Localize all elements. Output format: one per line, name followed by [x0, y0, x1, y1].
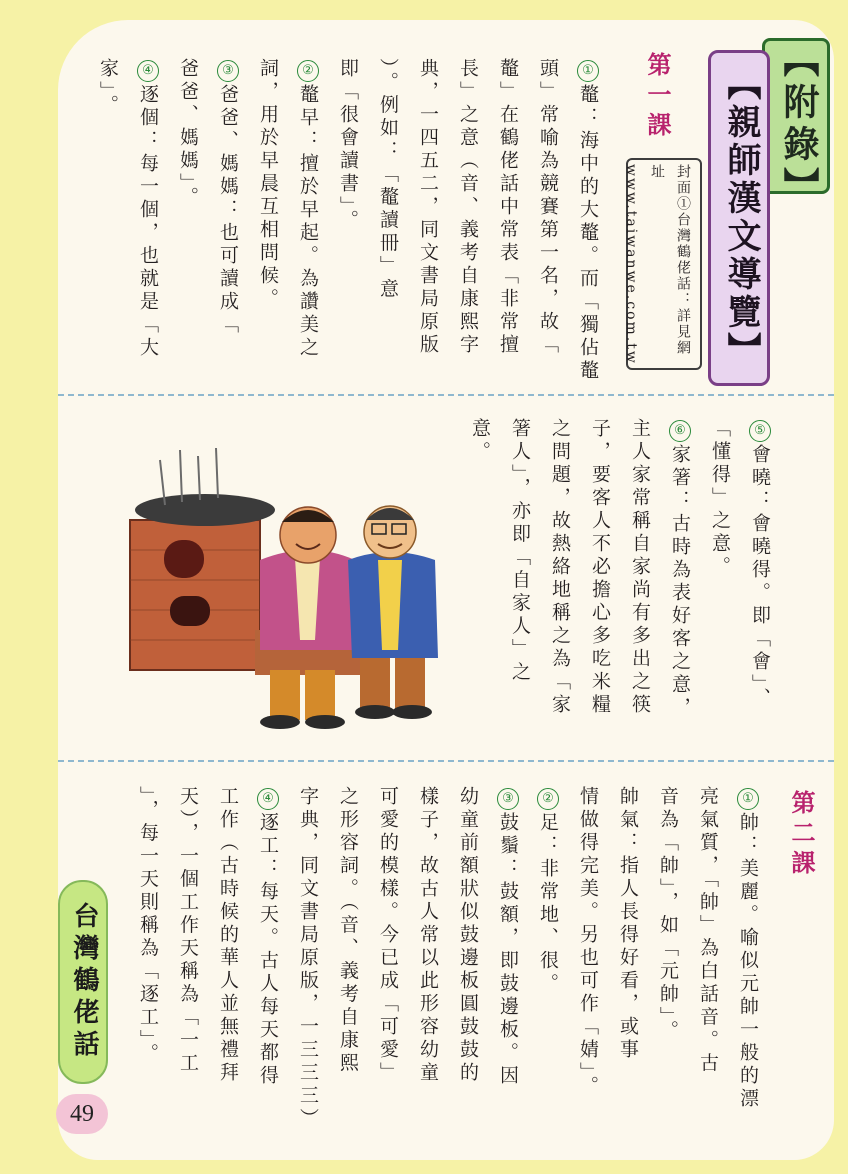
text-column: 長」之意（音、義考自康熙字 [457, 58, 479, 357]
text-column: ③鼓鬚：鼓額，即鼓邊板。因 [488, 786, 528, 1088]
text-column: 天），一個工作天稱為「一工 [177, 786, 199, 1076]
text-column: 字典，同文書局原版，一三三三） [297, 786, 319, 1131]
text-column: 」，每一天則稱為「逐工」。 [137, 786, 159, 1066]
text-column: 情做得完美。另也可作「婧」。 [577, 786, 599, 1099]
text-column: ③爸爸、媽媽：也可讀成「 [208, 58, 248, 337]
text-column: ②足：非常地、很。 [528, 786, 568, 996]
text-column: ①帥：美麗。喻似元帥一般的漂 [728, 786, 768, 1111]
text-column: 鼇」在鶴佬話中常表「非常擅 [497, 58, 519, 357]
text-column: ⑥家箸：古時為表好客之意， [660, 418, 700, 720]
appendix-title: 【附錄】 [762, 38, 830, 194]
text-column: 典，一四五二，同文書局原版 [417, 58, 439, 357]
text-column: ④逐個：每一個，也就是「大 [128, 58, 168, 360]
text-column: 箸人」，亦即「自家人」之 [509, 418, 531, 685]
text-column: 爸爸、媽媽」。 [177, 58, 199, 210]
lesson-1-title: 第一課 [643, 52, 672, 142]
book-side-title: 台灣鶴佬話 [58, 880, 108, 1084]
text-column: ）。例如：「鼇讀冊」意 [377, 58, 399, 302]
text-column: 頭」常喻為競賽第一名，故「 [537, 58, 559, 357]
text-column: 即「很會讀書」。 [337, 58, 359, 233]
text-column: 意。 [469, 418, 491, 464]
text-column: 詞，用於早晨互相問候。 [257, 58, 279, 311]
text-column: 樣子，故古人常以此形容幼童 [417, 786, 439, 1085]
text-column: 工作（古時候的華人並無禮拜 [217, 786, 239, 1085]
text-column: ⑤會曉：會曉得。即「會」、 [740, 418, 780, 711]
page-number: 49 [56, 1094, 108, 1134]
text-column: 音為「帥」，如「元帥」。 [657, 786, 679, 1043]
text-column: 主人家常稱自家尚有多出之筷 [629, 418, 651, 717]
text-column: 家」。 [97, 58, 119, 118]
text-column: 之形容詞。（音、義考自康熙 [337, 786, 359, 1076]
text-column: ①鼇：海中的大鼇。而「獨佔鼇 [568, 58, 608, 383]
section-divider [58, 760, 834, 762]
text-column: 可愛的模樣。今已成「可愛」 [377, 786, 399, 1085]
text-column: 帥氣：指人長得好看，或事 [617, 786, 639, 1062]
lesson-2-title: 第二課 [787, 790, 816, 880]
text-column: ②鼇早：擅於早起。為讚美之 [288, 58, 328, 360]
section-divider [58, 394, 834, 396]
guide-title: 【親師漢文導覽】 [708, 50, 770, 386]
text-column: 之問題，故熱絡地稱之為「家 [549, 418, 571, 717]
text-column: 亮氣質，「帥」為白話音。古 [697, 786, 719, 1076]
text-column: 子，要客人不必擔心多吃米糧 [589, 418, 611, 717]
text-column: 「懂得」之意。 [709, 418, 731, 579]
two-men-stove-illustration [120, 440, 450, 730]
text-column: 幼童前額狀似鼓邊板圓鼓鼓的 [457, 786, 479, 1085]
text-column: ④逐工：每天。古人每天都得 [248, 786, 288, 1088]
cover-note: 封面①台灣鶴佬話：詳見網址www.taiwanwe.com.tw [626, 158, 702, 370]
